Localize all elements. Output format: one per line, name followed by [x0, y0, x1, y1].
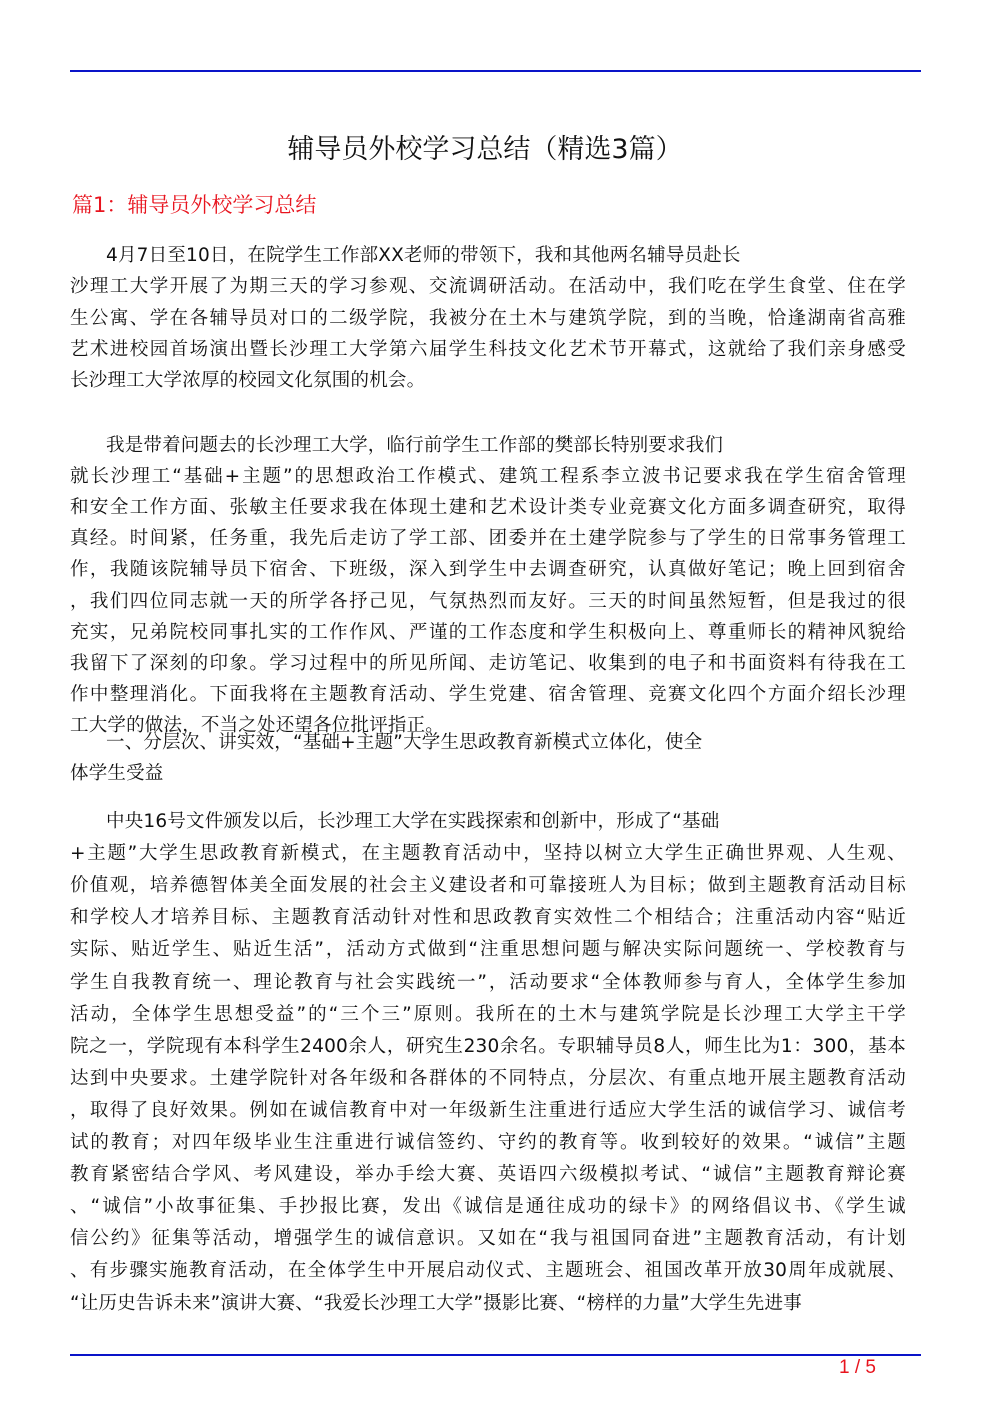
text-line: “让历史告诉未来”演讲大赛、“我爱长沙理工大学”摄影比赛、“榜样的力量”大学生先进事: [70, 1292, 802, 1314]
text-line: 和学校人才培养目标、主题教育活动针对性和思政教育实效性二个相结合；注重活动内容“贴近: [70, 907, 906, 929]
text-line: 实际、贴近学生、贴近生活”，活动方式做到“注重思想问题与解决实际问题统一、学校教育与: [70, 939, 906, 961]
text-line: 中央16号文件颁发以后，长沙理工大学在实践探索和创新中，形成了“基础: [106, 811, 720, 832]
text-line: 工大学的做法，不当之处还望各位批评指正。: [70, 714, 445, 736]
text-line: 活动，全体学生思想受益”的“三个三”原则。我所在的土木与建筑学院是长沙理工大学主干学: [70, 1003, 906, 1025]
footer-rule: [70, 1354, 921, 1356]
text-line: 充实，兄弟院校同事扎实的工作作风、严谨的工作态度和学生积极向上、尊重师长的精神风貌给: [70, 621, 906, 643]
text-line: 作，我随该院辅导员下宿舍、下班级，深入到学生中去调查研究，认真做好笔记；晚上回到宿舍: [70, 559, 906, 581]
text-line: 教育紧密结合学风、考风建设，举办手绘大赛、英语四六级模拟考试、“诚信”主题教育辩论赛: [70, 1164, 906, 1186]
text-line: 试的教育；对四年级毕业生注重进行诚信签约、守约的教育等。收到较好的效果。“诚信”主题: [70, 1132, 906, 1153]
text-line: 4月7日至10日，在院学生工作部XX老师的带领下，我和其他两名辅导员赴长: [106, 245, 741, 266]
text-line: 真经。时间紧，任务重，我先后走访了学工部、团委并在土建学院参与了学生的日常事务管理工: [70, 528, 906, 550]
text-line: 就长沙理工“基础+主题”的思想政治工作模式、建筑工程系李立波书记要求我在学生宿舍管理: [70, 466, 906, 488]
text-line: 院之一，学院现有本科学生2400余人，研究生230余名。专职辅导员8人，师生比为1：300，基本: [70, 1035, 906, 1057]
text-line: 一、分层次、讲实效，“基础+主题”大学生思政教育新模式立体化，使全: [106, 732, 703, 753]
text-line: 、有步骤实施教育活动，在全体学生中开展启动仪式、主题班会、祖国改革开放30周年成就展、: [70, 1260, 906, 1282]
header-rule: [70, 70, 921, 72]
text-line: 我是带着问题去的长沙理工大学，临行前学生工作部的樊部长特别要求我们: [106, 435, 724, 456]
text-line: 生公寓、学在各辅导员对口的二级学院，我被分在土木与建筑学院，到的当晚，恰逢湖南省高雅: [70, 307, 906, 329]
text-line: 、“诚信”小故事征集、手抄报比赛，发出《诚信是通往成功的绿卡》的网络倡议书、《学生诚: [70, 1196, 906, 1218]
text-line: 长沙理工大学浓厚的校园文化氛围的机会。: [70, 370, 426, 392]
text-line: 和安全工作方面、张敏主任要求我在体现土建和艺术设计类专业竞赛文化方面多调查研究，取得: [70, 497, 906, 519]
text-line: 信公约》征集等活动，增强学生的诚信意识。又如在“我与祖国同奋进”主题教育活动，有计划: [70, 1228, 906, 1250]
text-line: 我留下了深刻的印象。学习过程中的所见所闻、走访笔记、收集到的电子和书面资料有待我在工: [70, 652, 906, 674]
text-line: 体学生受益: [70, 763, 164, 784]
text-line: ，我们四位同志就一天的所学各抒己见，气氛热烈而友好。三天的时间虽然短暂，但是我过的很: [70, 590, 906, 612]
text-line: 沙理工大学开展了为期三天的学习参观、交流调研活动。在活动中，我们吃在学生食堂、住在学: [70, 276, 906, 298]
text-line: ，取得了良好效果。例如在诚信教育中对一年级新生注重进行适应大学生活的诚信学习、诚信考: [70, 1099, 906, 1121]
text-line: 学生自我教育统一、理论教育与社会实践统一”，活动要求“全体教师参与育人，全体学生参加: [70, 971, 906, 993]
section-heading: 篇1：辅导员外校学习总结: [72, 193, 317, 217]
text-line: 达到中央要求。土建学院针对各年级和各群体的不同特点，分层次、有重点地开展主题教育活动: [70, 1067, 906, 1089]
text-line: 价值观，培养德智体美全面发展的社会主义建设者和可靠接班人为目标；做到主题教育活动目标: [70, 875, 906, 897]
text-line: 艺术进校园首场演出暨长沙理工大学第六届学生科技文化艺术节开幕式，这就给了我们亲身感受: [70, 338, 906, 360]
document-title: 辅导员外校学习总结（精选3篇）: [287, 134, 683, 165]
text-line: 作中整理消化。下面我将在主题教育活动、学生党建、宿舍管理、竞赛文化四个方面介绍长沙理: [70, 683, 906, 705]
text-line: +主题”大学生思政教育新模式，在主题教育活动中，坚持以树立大学生正确世界观、人生观、: [70, 843, 906, 865]
page-number: 1 / 5: [839, 1357, 876, 1378]
